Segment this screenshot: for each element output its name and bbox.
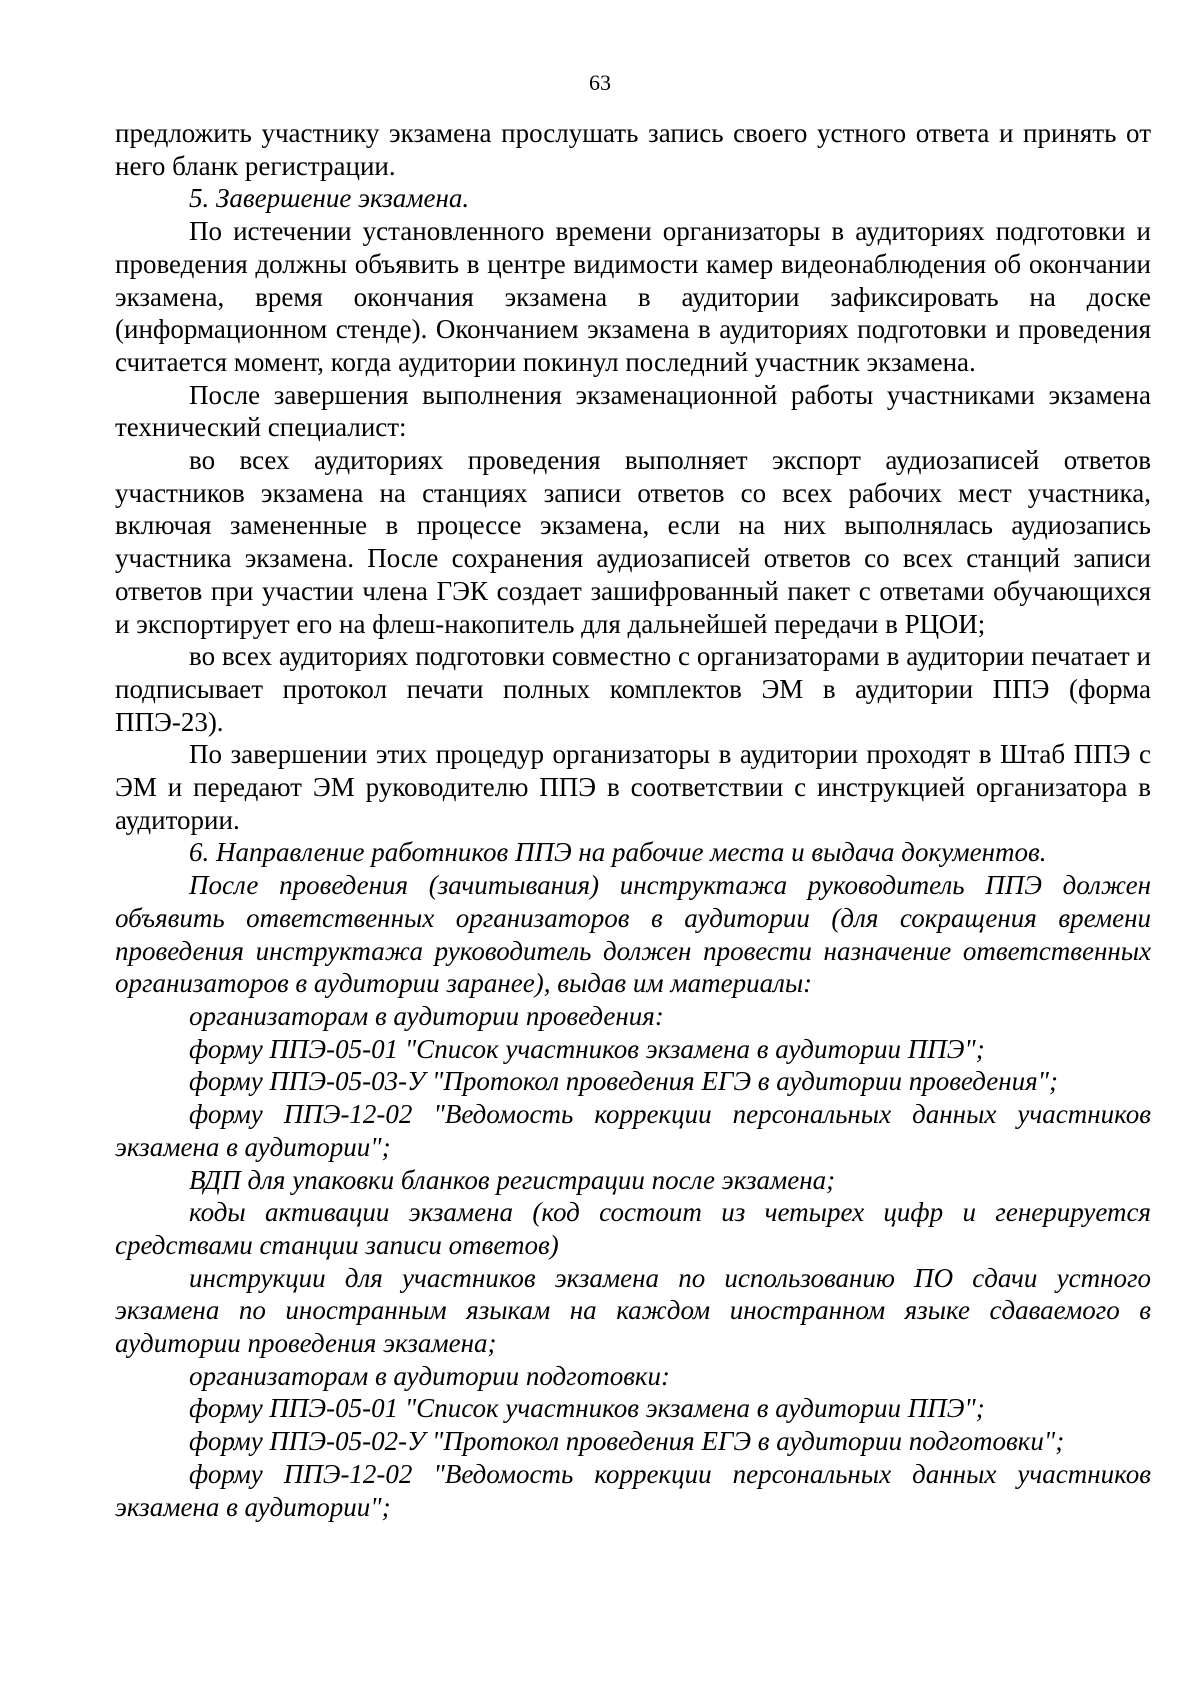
list-item-proceeding-rooms: во всех аудиториях проведения выполняет экспорт аудиозаписей ответов участников экзамена на станциях записи ответов со всех рабочих мест участника, включая замененные в процессе экзамена, если на них выполнялась аудиозапись участника экзамена. После сохранения аудиозаписей ответов со всех станций записи ответов при участии члена ГЭК создает зашифрованный пакет с ответами обучающихся и экспортирует его на флеш-накопитель для дальнейшей передачи в РЦОИ; (115, 445, 1151, 639)
paragraph-1: предложить участнику экзамена прослушать запись своего устного ответа и принять от него бланк регистрации. (115, 118, 1151, 181)
list-heading-proceeding-organizers: организаторам в аудитории проведения: (189, 1000, 664, 1031)
paragraph-4: После завершения выполнения экзаменационной работы участниками экзамена технический специалист: (115, 379, 1151, 443)
document-body (115, 117, 1151, 1523)
list-item-form-05-03-u: форму ППЭ-05-03-У "Протокол проведения ЕГЭ в аудитории проведения"; (189, 1066, 1058, 1097)
list-item-form-05-01-a: форму ППЭ-05-01 "Список участников экзамена в аудитории ППЭ"; (189, 1033, 985, 1064)
list-item-instructions: инструкции для участников экзамена по использованию ПО сдачи устного экзамена по иностранным языкам на каждом иностранном языке сдаваемого в аудитории проведения экзамена; (115, 1262, 1151, 1359)
paragraph-7: По завершении этих процедур организаторы в аудитории проходят в Штаб ППЭ с ЭМ и передают ЭМ руководителю ППЭ в соответствии с инструкцией организатора в аудитории. (115, 739, 1151, 835)
list-item-form-05-01-b: форму ППЭ-05-01 "Список участников экзамена в аудитории ППЭ"; (189, 1393, 985, 1424)
list-item-vdp: ВДП для упаковки бланков регистрации после экзамена; (189, 1164, 836, 1195)
list-item-form-12-02-b: форму ППЭ-12-02 "Ведомость коррекции персональных данных участников экзамена в аудитории"; (115, 1458, 1151, 1522)
list-item-form-12-02-a: форму ППЭ-12-02 "Ведомость коррекции персональных данных участников экзамена в аудитории"; (115, 1099, 1151, 1162)
list-item-preparation-rooms: во всех аудиториях подготовки совместно с организаторами в аудитории печатает и подписывает протокол печати полных комплектов ЭМ в аудитории ППЭ (форма ППЭ-23). (115, 641, 1151, 737)
list-item-form-05-02-u: форму ППЭ-05-02-У "Протокол проведения ЕГЭ в аудитории подготовки"; (189, 1426, 1065, 1457)
page-number: 63 (589, 70, 611, 95)
list-item-activation-codes: коды активации экзамена (код состоит из четырех цифр и генерируется средствами станции записи ответов) (115, 1197, 1151, 1260)
list-heading-preparation-organizers: организаторам в аудитории подготовки: (189, 1360, 671, 1391)
paragraph-9: После проведения (зачитывания) инструктажа руководитель ППЭ должен объявить ответственных организаторов в аудитории (для сокращения времени проведения инструктажа руководитель должен провести назначение ответственных организаторов в аудитории заранее), выдав им материалы: (115, 870, 1151, 999)
section-heading-5: 5. Завершение экзамена. (189, 183, 470, 214)
section-heading-6: 6. Направление работников ППЭ на рабочие места и выдача документов. (189, 837, 1047, 868)
paragraph-3: По истечении установленного времени организаторы в аудиториях подготовки и проведения должны объявить в центре видимости камер видеонаблюдения об окончании экзамена, время окончания экзамена в аудитории зафиксировать на доске (информационном стенде). Окончанием экзамена в аудиториях подготовки и проведения считается момент, когда аудитории покинул последний участник экзамена. (115, 216, 1151, 377)
